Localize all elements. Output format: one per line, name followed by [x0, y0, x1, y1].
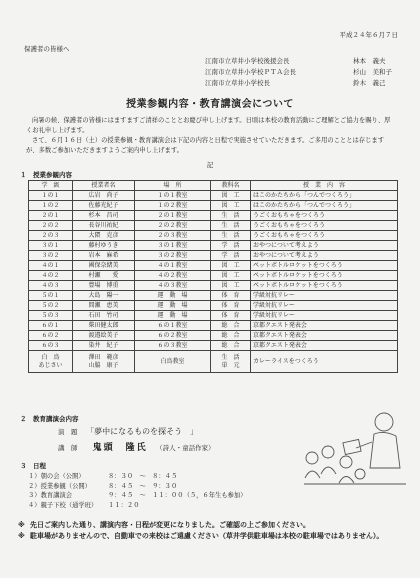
- speaker-label: 講 師: [58, 444, 78, 452]
- content-cell: おやつについて考えよう: [251, 241, 398, 251]
- subject-cell: 総 合: [211, 331, 251, 341]
- table-row: [29, 311, 398, 321]
- schedule-label: １）朝の会（公開）: [28, 473, 85, 480]
- speaker-role: （詩人・童話作家）: [156, 444, 215, 452]
- place-cell: ２の３教室: [135, 231, 211, 241]
- place-cell-line: 白鳥教室: [160, 357, 185, 365]
- sender-row: [205, 67, 392, 78]
- class-cell: ４の２: [29, 271, 73, 281]
- content-cell: 京都クエスト発表会: [251, 321, 398, 331]
- class-cell: ６の２: [29, 331, 73, 341]
- column-header: 学 級: [29, 181, 73, 191]
- place-cell: ６の３教室: [135, 341, 211, 351]
- greeting: 保護者の皆様へ: [24, 45, 70, 53]
- class-cell: １の１: [29, 191, 73, 201]
- schedule-time: [108, 491, 308, 501]
- class-cell: [29, 351, 73, 373]
- subject-cell: 総 合: [211, 341, 251, 351]
- place-cell: １の１教室: [135, 191, 211, 201]
- teacher-cell: 村瀬 愛: [73, 271, 135, 281]
- list-item: [28, 491, 308, 501]
- teacher-cell: 広岩 尚子: [73, 191, 135, 201]
- place-cell: ４の３教室: [135, 281, 211, 291]
- table-header-row: [29, 181, 398, 191]
- subject-cell: 学 活: [211, 241, 251, 251]
- list-item: [28, 482, 308, 492]
- subject-cell: 体 育: [211, 301, 251, 311]
- date: 平成２４年６月７日: [339, 31, 398, 39]
- schedule-list: [28, 472, 308, 510]
- teacher-cell: 石田 竹司: [73, 311, 135, 321]
- place-cell: 運 動 場: [135, 311, 211, 321]
- teacher-cell-line: 澤田 範彦: [88, 353, 119, 361]
- teacher-cell: 染井 紀子: [73, 341, 135, 351]
- class-cell: ６の３: [29, 341, 73, 351]
- table-row: [29, 271, 398, 281]
- column-header: 授 業 内 容: [251, 181, 398, 191]
- schedule-label: ３）教育講演会: [28, 492, 73, 500]
- teacher-cell: 大島 陽一: [73, 291, 135, 301]
- subject-cell: 生 活: [211, 231, 251, 241]
- table-row: [29, 241, 398, 251]
- table-row: [29, 341, 398, 351]
- class-cell: ２の２: [29, 221, 73, 231]
- place-cell: ３の１教室: [135, 241, 211, 251]
- subject-cell: 生 活: [211, 221, 251, 231]
- note-mark: ※: [18, 521, 25, 529]
- sender-org: 江南市立草井小学校ＰＴＡ会長: [205, 68, 296, 76]
- teacher-cell: 杉本 昌司: [73, 211, 135, 221]
- content-cell: ペットボトルロケットをつくろう: [251, 271, 398, 281]
- content-cell: うごくおもちゃをつくろう: [251, 221, 398, 231]
- place-cell: ４の２教室: [135, 271, 211, 281]
- senders: [205, 56, 392, 89]
- table-row: [29, 201, 398, 211]
- sender-name: 鈴木 義己: [353, 79, 386, 87]
- subject-cell: 図 工: [211, 281, 251, 291]
- place-cell: ６の２教室: [135, 331, 211, 341]
- content-cell: 京都クエスト発表会: [251, 331, 398, 341]
- sender-name: 杉山 美和子: [353, 68, 392, 76]
- intro-text: [26, 116, 392, 156]
- lesson-table-body: [29, 191, 398, 373]
- class-cell: ２の１: [29, 211, 73, 221]
- lecture-speaker: [58, 440, 215, 453]
- schedule-time: ８：４５ ～ ９：３０: [108, 482, 178, 490]
- table-row: [29, 211, 398, 221]
- section-heading: ２ 教育講演会内容: [20, 415, 79, 423]
- content-cell: 学級対抗リレー: [251, 311, 398, 321]
- table-row: [29, 221, 398, 231]
- intro-paragraph: さて、６月１６日（土）の授業参観・教育講演会は下記の内容と日程で実施させていただきます。ご多用のこととは存じますが、多数ご参加いただきますようご案内申し上げます。: [26, 137, 384, 154]
- lecture-theme: [58, 426, 198, 437]
- subject-cell-line: 生 活: [221, 353, 240, 361]
- table-row: [29, 191, 398, 201]
- list-item: [28, 472, 308, 482]
- place-cell: 運 動 場: [135, 301, 211, 311]
- table-row: [29, 231, 398, 241]
- class-cell: ４の１: [29, 261, 73, 271]
- note-text: 先日ご案内した通り、講演内容・日程が変更になりました。ご確認の上ご参加ください。: [30, 521, 310, 529]
- teacher-cell: 柴田健太郎: [73, 321, 135, 331]
- sender-org: 江南市立草井小学校後援会長: [205, 57, 290, 65]
- teacher-cell: 岩本 麻希: [73, 251, 135, 261]
- content-cell: 学級対抗リレー: [251, 301, 398, 311]
- subject-cell: 図 工: [211, 201, 251, 211]
- subject-cell: 図 工: [211, 261, 251, 271]
- table-row: [29, 331, 398, 341]
- content-cell-line: カレーライスをつくろう: [253, 357, 319, 365]
- ki-mark: 記: [206, 161, 214, 169]
- schedule-time: ８：３０ ～ ８：４５: [108, 473, 178, 480]
- class-cell: ２の３: [29, 231, 73, 241]
- teacher-cell: 藤村ゆうき: [73, 241, 135, 251]
- subject-cell: [211, 351, 251, 373]
- subject-cell: 図 工: [211, 191, 251, 201]
- table-row: [29, 281, 398, 291]
- teacher-cell: 間瀬 恵美: [73, 301, 135, 311]
- theme-value: 「夢中になるものを探そう 」: [86, 427, 199, 436]
- content-cell: 京都クエスト発表会: [251, 341, 398, 351]
- class-cell-line: 白 鳥: [41, 353, 60, 361]
- teacher-cell-line: 山脇 康子: [88, 361, 119, 369]
- sender-row: [205, 56, 392, 67]
- class-cell: ５の２: [29, 301, 73, 311]
- class-cell: ５の１: [29, 291, 73, 301]
- sender-org: 江南市立草井小学校長: [205, 79, 270, 87]
- note-mark: ※: [18, 532, 25, 540]
- place-cell: 運 動 場: [135, 291, 211, 301]
- note-item: [18, 531, 400, 542]
- content-cell: ペットボトルロケットをつくろう: [251, 281, 398, 291]
- table-row: [29, 301, 398, 311]
- note-text: 駐車場がありませんので、自動車での来校はご遠慮ください（草井学供駐車場は本校の駐車場ではありません）。: [30, 532, 384, 540]
- class-cell: １の２: [29, 201, 73, 211]
- storytelling-illustration-icon: [300, 408, 410, 486]
- class-cell-line: あじさい: [38, 361, 63, 369]
- section-heading: ３ 日程: [20, 462, 46, 470]
- sender-row: [205, 78, 392, 89]
- place-cell: ２の１教室: [135, 211, 211, 221]
- document-title: 授業参観内容・教育講演会について: [126, 99, 294, 110]
- notes: [18, 520, 400, 542]
- teacher-cell: 長谷川祐紀: [73, 221, 135, 231]
- content-cell: おやつについて考えよう: [251, 251, 398, 261]
- schedule-time: １１：２０: [108, 501, 140, 509]
- schedule-label: ４）親子下校（通学班）: [28, 501, 98, 509]
- note-item: [18, 520, 400, 531]
- class-cell: ３の１: [29, 241, 73, 251]
- table-row: [29, 351, 398, 373]
- lesson-table: [28, 180, 398, 373]
- table-row: [29, 261, 398, 271]
- teacher-cell: 佐藤光紀子: [73, 201, 135, 211]
- place-cell: ４の１教室: [135, 261, 211, 271]
- subject-cell: 体 育: [211, 291, 251, 301]
- section-heading: １ 授業参観内容: [20, 171, 72, 179]
- table-row: [29, 321, 398, 331]
- place-cell: ６の１教室: [135, 321, 211, 331]
- place-cell: ２の２教室: [135, 221, 211, 231]
- class-cell: ４の３: [29, 281, 73, 291]
- schedule-label: ２）授業参観（公開）: [28, 482, 91, 490]
- subject-cell: 学 活: [211, 251, 251, 261]
- schedule-note: （５，６年生も参加）: [183, 492, 247, 500]
- content-cell: はこのかたちから「つんでつくろう」: [251, 191, 398, 201]
- place-cell: [135, 351, 211, 373]
- column-header: 授業者名: [73, 181, 135, 191]
- subject-cell: 総 合: [211, 321, 251, 331]
- content-cell: うごくおもちゃをつくろう: [251, 211, 398, 221]
- teacher-cell: [73, 351, 135, 373]
- class-cell: ６の１: [29, 321, 73, 331]
- content-cell: はこのかたちから「つんでつくろう」: [251, 201, 398, 211]
- teacher-cell: 國保奈緒美: [73, 261, 135, 271]
- list-item: [28, 501, 308, 511]
- subject-cell: 図 工: [211, 271, 251, 281]
- class-cell: ３の２: [29, 251, 73, 261]
- subject-cell: 生 活: [211, 211, 251, 221]
- content-cell: [251, 351, 398, 373]
- schedule-time-value: ９：４５ ～ １１：００: [108, 492, 184, 500]
- class-cell: ５の３: [29, 311, 73, 321]
- theme-label: 演 題: [58, 428, 78, 436]
- table-row: [29, 251, 398, 261]
- place-cell: ３の２教室: [135, 251, 211, 261]
- table-row: [29, 291, 398, 301]
- content-cell: うごくおもちゃをつくろう: [251, 231, 398, 241]
- intro-paragraph: 向暑の候、保護者の皆様にはますますご清祥のこととお慶び申し上げます。日頃は本校の教育活動にご理解とご協力を賜り、厚くお礼申し上げます。: [26, 117, 391, 134]
- teacher-cell: 大隈 克彦: [73, 231, 135, 241]
- content-cell: ペットボトルロケットをつくろう: [251, 261, 398, 271]
- column-header: 場 所: [135, 181, 211, 191]
- subject-cell: 体 育: [211, 311, 251, 321]
- teacher-cell: 渡邉絵美子: [73, 331, 135, 341]
- subject-cell-line: 単 元: [221, 361, 240, 369]
- place-cell: １の２教室: [135, 201, 211, 211]
- content-cell: 学級対抗リレー: [251, 291, 398, 301]
- column-header: 教科名: [211, 181, 251, 191]
- teacher-cell: 豊場 博重: [73, 281, 135, 291]
- speaker-name: 鬼頭 隆氏: [92, 443, 148, 453]
- sender-name: 林本 義夫: [353, 57, 386, 65]
